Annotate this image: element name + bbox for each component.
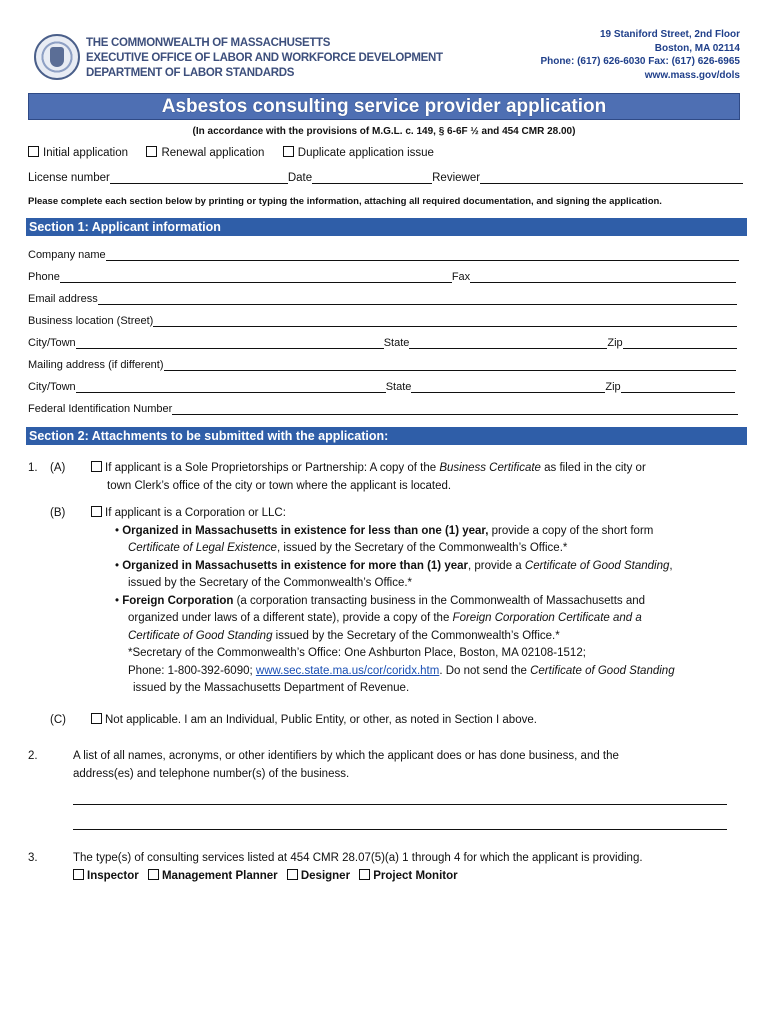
item-1-number: 1. [28, 462, 38, 474]
website-link[interactable]: www.mass.gov/dols [644, 69, 740, 81]
email-field[interactable] [98, 292, 737, 305]
phone-label: Phone [28, 271, 60, 283]
not-applicable-label: Not applicable. I am an Individual, Public Entity, or other, as noted in Section I above. [105, 714, 537, 726]
fax-label: Fax [451, 271, 471, 283]
bullet-1-cont [91, 540, 751, 558]
bullet-3: • Foreign Corporation (a corporation transacting business in the Commonwealth of Massachusetts and [115, 594, 646, 607]
form-subtitle: (In accordance with the provisions of M.G.L. c. 149, § 6-6F ½ and 454 CMR 28.00) [192, 126, 576, 137]
duplicate-application-checkbox[interactable] [283, 146, 294, 157]
item-3-number: 3. [28, 852, 38, 864]
item-b-label: (B) [50, 507, 66, 519]
fein-row [28, 402, 738, 415]
state-field[interactable] [409, 336, 607, 349]
bullet-3-text-3: issued by the Secretary of the Commonwealth’s Office.* [272, 629, 560, 642]
foreign-corp-text: Foreign Corporation Certificate and a [452, 612, 642, 624]
date-label: Date [287, 172, 313, 184]
city-state-zip-row [28, 336, 737, 349]
item-a-label: (A) [50, 462, 66, 474]
designer-checkbox[interactable] [287, 869, 298, 880]
bullet-2-text: , provide a [467, 559, 525, 572]
project-monitor-label: Project Monitor [373, 869, 458, 882]
form-title: Asbestos consulting service provider application [28, 93, 740, 120]
item-b-text [91, 505, 751, 698]
bullet-1: • Organized in Massachusetts in existence for less than one (1) year, provide a copy of the short form [115, 524, 654, 537]
date-field[interactable] [312, 171, 432, 184]
bullet-3-cont-2 [91, 628, 751, 646]
business-location-row [28, 314, 737, 327]
zip-label: Zip [605, 381, 621, 393]
city-label: City/Town [28, 381, 76, 393]
bullet-2-comma: , [669, 559, 673, 572]
bullet-1-text: provide a copy of the short form [488, 524, 654, 537]
management-planner-checkbox[interactable] [148, 869, 159, 880]
bullet-2-cont: issued by the Secretary of the Commonwealth’s Office.* [128, 577, 413, 589]
massachusetts-seal-icon [34, 34, 80, 80]
good-standing-text: Certificate of Good Standing [524, 559, 670, 572]
secretary-contact [91, 663, 751, 681]
dor-note: issued by the Massachusetts Department of Revenue. [133, 682, 410, 694]
designer-label: Designer [300, 869, 351, 882]
city-field[interactable] [76, 336, 384, 349]
agency-line: EXECUTIVE OFFICE OF LABOR AND WORKFORCE DEVELOPMENT [86, 52, 443, 64]
reviewer-field[interactable] [480, 171, 743, 184]
do-not-send-text: . Do not send the [439, 664, 531, 677]
company-name-field[interactable] [106, 248, 739, 261]
company-name-label: Company name [28, 249, 106, 261]
project-monitor-checkbox[interactable] [359, 869, 370, 880]
item-2-text-2: address(es) and telephone number(s) of the business. [73, 767, 350, 780]
item-a-text-3: town Clerk’s office of the city or town where the applicant is located. [107, 479, 452, 492]
mailing-state-field[interactable] [411, 380, 605, 393]
business-names-line-2[interactable] [73, 829, 727, 830]
email-row [28, 292, 737, 305]
not-applicable-checkbox[interactable] [91, 713, 102, 724]
item-2-text [73, 748, 619, 783]
application-type-row [28, 146, 434, 159]
business-certificate-text: Business Certificate [439, 462, 541, 474]
state-label: State [385, 381, 412, 393]
company-name-row [28, 248, 739, 261]
zip-label: Zip [607, 337, 623, 349]
business-location-field[interactable] [153, 314, 737, 327]
business-location-label: Business location (Street) [28, 315, 154, 327]
mailing-city-field[interactable] [76, 380, 386, 393]
zip-field[interactable] [623, 336, 737, 349]
inspector-checkbox[interactable] [73, 869, 84, 880]
bullet-3-text-2: organized under laws of a different state), provide a copy of the [128, 612, 453, 624]
phone-field[interactable] [60, 270, 452, 283]
bullet-3-text: (a corporation transacting business in the Commonwealth of Massachusetts and [233, 594, 646, 607]
renewal-application-checkbox[interactable] [146, 146, 157, 157]
management-planner-label: Management Planner [161, 869, 278, 882]
item-3-description: The type(s) of consulting services listed at 454 CMR 28.07(5)(a) 1 through 4 for which the applicant is providing. [73, 852, 643, 864]
mailing-address-row [28, 358, 736, 371]
item-c-text [91, 712, 537, 730]
bullet-3-cont [91, 610, 751, 628]
bullet-3-bold: Foreign Corporation [122, 594, 234, 607]
bullet-2: • Organized in Massachusetts in existence for more than (1) year, provide a Certificate of Good Standing, [115, 559, 673, 572]
address-line: Phone: (617) 626-6030 Fax: (617) 626-6965 [540, 56, 740, 67]
city-label: City/Town [28, 337, 76, 349]
item-2-number: 2. [28, 750, 38, 762]
inspector-label: Inspector [87, 869, 139, 882]
good-standing-text-2: Certificate of Good Standing [128, 629, 273, 642]
agency-line: THE COMMONWEALTH OF MASSACHUSETTS [86, 37, 331, 49]
reviewer-label: Reviewer [432, 172, 481, 184]
office-address [540, 28, 740, 82]
agency-line: DEPARTMENT OF LABOR STANDARDS [86, 67, 295, 79]
email-label: Email address [28, 293, 98, 305]
duplicate-application-label: Duplicate application issue [297, 147, 434, 159]
section-1-header: Section 1: Applicant information [26, 218, 747, 236]
bullet-1-bold: Organized in Massachusetts in existence for less than one (1) year, [122, 524, 489, 537]
fax-field[interactable] [470, 270, 736, 283]
item-c-label: (C) [50, 714, 66, 726]
good-standing-text-3: Certificate of Good Standing [530, 664, 675, 677]
state-label: State [383, 337, 410, 349]
instructions: Please complete each section below by printing or typing the information, attaching all required documentation, and signing the application. [28, 196, 662, 207]
item-a-text-1: If applicant is a Sole Proprietorships or Partnership: A copy of the [105, 462, 440, 474]
corporation-checkbox[interactable] [91, 506, 102, 517]
renewal-application-label: Renewal application [161, 147, 265, 159]
secretary-note: *Secretary of the Commonwealth’s Office: One Ashburton Place, Boston, MA 02108-1512; [128, 647, 586, 659]
item-a-text [91, 460, 741, 495]
item-b-intro: If applicant is a Corporation or LLC: [105, 507, 286, 519]
item-2-text-1: A list of all names, acronyms, or other identifiers by which the applicant does or has done business, and the [73, 750, 619, 762]
item-3-text [73, 850, 643, 885]
fein-label: Federal Identification Number [28, 403, 173, 415]
secretary-website-link[interactable]: www.sec.state.ma.us/cor/coridx.htm [255, 664, 440, 677]
bullet-2-bold: Organized in Massachusetts in existence for more than (1) year [122, 559, 468, 572]
agency-name [86, 36, 443, 81]
mailing-city-state-zip-row [28, 380, 735, 393]
license-number-label: License number [28, 172, 110, 184]
initial-application-checkbox[interactable] [28, 146, 39, 157]
section-2-header: Section 2: Attachments to be submitted with the application: [26, 427, 747, 445]
mailing-address-field[interactable] [164, 358, 736, 371]
license-number-field[interactable] [110, 171, 288, 184]
mailing-zip-field[interactable] [621, 380, 735, 393]
secretary-phone: Phone: 1-800-392-6090; [128, 664, 256, 677]
address-line: 19 Staniford Street, 2nd Floor [599, 29, 740, 40]
item-a-text-2: as filed in the city or [540, 462, 646, 474]
mailing-address-label: Mailing address (if different) [28, 359, 164, 371]
service-types-row [73, 868, 643, 886]
bullet-1-text-2: , issued by the Secretary of the Commonwealth’s Office.* [276, 542, 568, 554]
initial-application-label: Initial application [43, 147, 129, 159]
office-use-row [28, 171, 743, 184]
fein-field[interactable] [172, 402, 738, 415]
business-names-line-1[interactable] [73, 804, 727, 805]
address-line: Boston, MA 02114 [654, 42, 740, 54]
phone-fax-row [28, 270, 736, 283]
sole-proprietorship-checkbox[interactable] [91, 461, 102, 472]
legal-existence-text: Certificate of Legal Existence [128, 542, 277, 554]
